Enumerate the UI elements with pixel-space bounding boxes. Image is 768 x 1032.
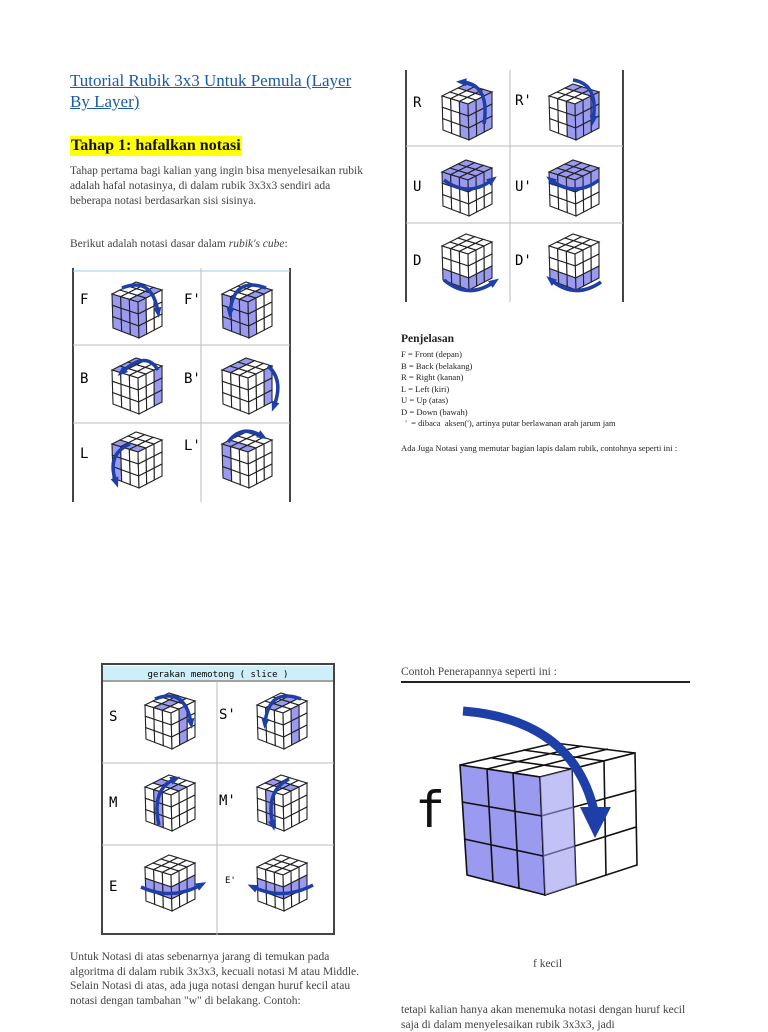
notation-label: E' [225, 876, 236, 886]
arrow-head [272, 400, 280, 411]
cube-sticker [567, 125, 576, 140]
cube-icon [442, 78, 492, 140]
cube-sticker [231, 396, 240, 411]
explanation-item: L = Left (kiri) [401, 383, 450, 394]
cube-sticker [121, 470, 130, 485]
cube-sticker [550, 119, 559, 134]
cube-sticker [223, 317, 232, 332]
cube-sticker [121, 396, 130, 411]
cube-sticker [146, 810, 155, 825]
notation-label: D [413, 253, 422, 269]
cube-sticker [275, 816, 284, 831]
cube-sticker [558, 198, 567, 213]
cube-icon [549, 80, 599, 140]
notation-label: S [109, 709, 118, 725]
slice-header: gerakan memotong ( slice ) [147, 670, 289, 680]
cube-icon [257, 775, 307, 831]
page-title[interactable]: Tutorial Rubik 3x3 Untuk Pemula (Layer By Layer) [70, 71, 352, 111]
cube-icon [222, 282, 272, 338]
cube-sticker [130, 399, 139, 414]
notation-label: E [109, 879, 118, 895]
cube-sticker [121, 320, 130, 335]
explanation-item: ' = dibaca aksen('), artinya putar berlawanan arah jarum jam [401, 418, 616, 428]
cube-sticker [258, 728, 267, 743]
arrow-head [195, 882, 206, 890]
f-letter: f [415, 781, 446, 839]
notation-label: U [413, 179, 422, 195]
cube-sticker [146, 728, 155, 743]
divider [401, 681, 690, 683]
explanation-heading: Penjelasan [401, 333, 455, 345]
notation-label: F' [184, 292, 201, 308]
cube-icon [222, 358, 279, 414]
notation-label: B [80, 371, 89, 387]
cube-sticker [231, 470, 240, 485]
cube-sticker [275, 896, 284, 911]
example-heading: Contoh Penerapannya seperti ini : [401, 666, 557, 678]
cube-sticker [258, 810, 267, 825]
cube-sticker [163, 816, 172, 831]
cube-sticker [163, 734, 172, 749]
explanation-item: D = Down (bawah) [401, 406, 468, 417]
notation-label: U' [515, 179, 532, 195]
explanation-item: R = Right (kanan) [401, 372, 464, 382]
cube-sticker [223, 393, 232, 408]
cube-icon [546, 234, 601, 291]
cube-icon [546, 160, 599, 216]
f-caption: f kecil [533, 958, 563, 970]
cube-sticker [451, 122, 460, 137]
cube-sticker [451, 198, 460, 213]
cube-sticker [231, 320, 240, 335]
notation-label: R' [515, 93, 532, 109]
notation-label: R [413, 95, 422, 111]
bottom-left-paragraph: Untuk Notasi di atas sebenarnya jarang di temukan pada algoritma di dalam rubik 3x3x3, kecuali notasi M atau Middle. Selain Notasi di atas, ada juga notasi dengan huruf kecil atau notasi dengan tambahan "w" di belakang. Contoh: [70, 951, 360, 1007]
cube-sticker [460, 125, 469, 140]
notation-label: S' [219, 707, 236, 723]
cube-sticker [266, 731, 275, 746]
cube-sticker [163, 896, 172, 911]
step-heading: Tahap 1: hafalkan notasi [71, 137, 241, 154]
cube-sticker [154, 731, 163, 746]
cube-sticker [130, 323, 139, 338]
explanation-item: U = Up (atas) [401, 395, 449, 405]
notation-label: M' [219, 793, 236, 809]
cube-icon [141, 855, 206, 911]
cube-sticker [154, 893, 163, 908]
cube-sticker [240, 323, 249, 338]
cube-sticker [113, 393, 122, 408]
notation-label: L [80, 446, 89, 462]
cube-icon [111, 432, 162, 488]
intro-paragraph: Tahap pertama bagi kalian yang ingin bisa menyelesaikan rubik adalah hafal notasinya, di dalam rubik 3x3x3 sendiri ada beberapa notasi berdasarkan sisi sisinya. [70, 165, 363, 207]
arrow-head [456, 78, 467, 86]
notation-label: M [109, 795, 118, 811]
cube-icon [112, 358, 162, 414]
notation-table-fbl [70, 268, 294, 502]
cube-icon [112, 282, 162, 338]
arrow-head [111, 476, 119, 487]
cube-sticker [443, 119, 452, 134]
inner-layer-note: Ada Juga Notasi yang memutar bagian lapis dalam rubik, contohnya seperti ini : [401, 443, 678, 453]
cube-sticker [130, 473, 139, 488]
cube-sticker [460, 201, 469, 216]
cube-sticker [275, 734, 284, 749]
cube-icon [145, 775, 195, 831]
cube-sticker [558, 122, 567, 137]
cube-sticker [567, 201, 576, 216]
explanation-item: B = Back (belakang) [401, 360, 473, 371]
notation-label: L' [184, 438, 201, 454]
cube-sticker [550, 195, 559, 210]
notation-label: D' [515, 253, 532, 269]
notation-table-rud [404, 70, 626, 302]
cube-sticker [266, 893, 275, 908]
cube-sticker [240, 473, 249, 488]
cube-icon [442, 160, 497, 216]
cube-icon [248, 855, 313, 911]
f-small-illustration [405, 695, 655, 915]
cube-sticker [443, 195, 452, 210]
notation-label: F [80, 292, 89, 308]
cube-icon [442, 234, 499, 291]
notation-label: B' [184, 371, 201, 387]
explanation-item: F = Front (depan) [401, 349, 462, 359]
cube-sticker [113, 317, 122, 332]
notation-table-slice [101, 663, 335, 935]
cube-icon [222, 430, 272, 488]
basic-notation-text: Berikut adalah notasi dasar dalam rubik's cube: [70, 238, 288, 250]
explanation-list [401, 349, 616, 430]
arrow-head [248, 884, 259, 892]
cube-sticker [223, 467, 232, 482]
cube-sticker [240, 399, 249, 414]
cube-icon [257, 693, 307, 749]
bottom-right-paragraph: tetapi kalian hanya akan menemuka notasi dengan huruf kecil saja di dalam menyelesaikan rubik 3x3x3, jadi [401, 1004, 686, 1031]
cube-icon [145, 693, 195, 749]
